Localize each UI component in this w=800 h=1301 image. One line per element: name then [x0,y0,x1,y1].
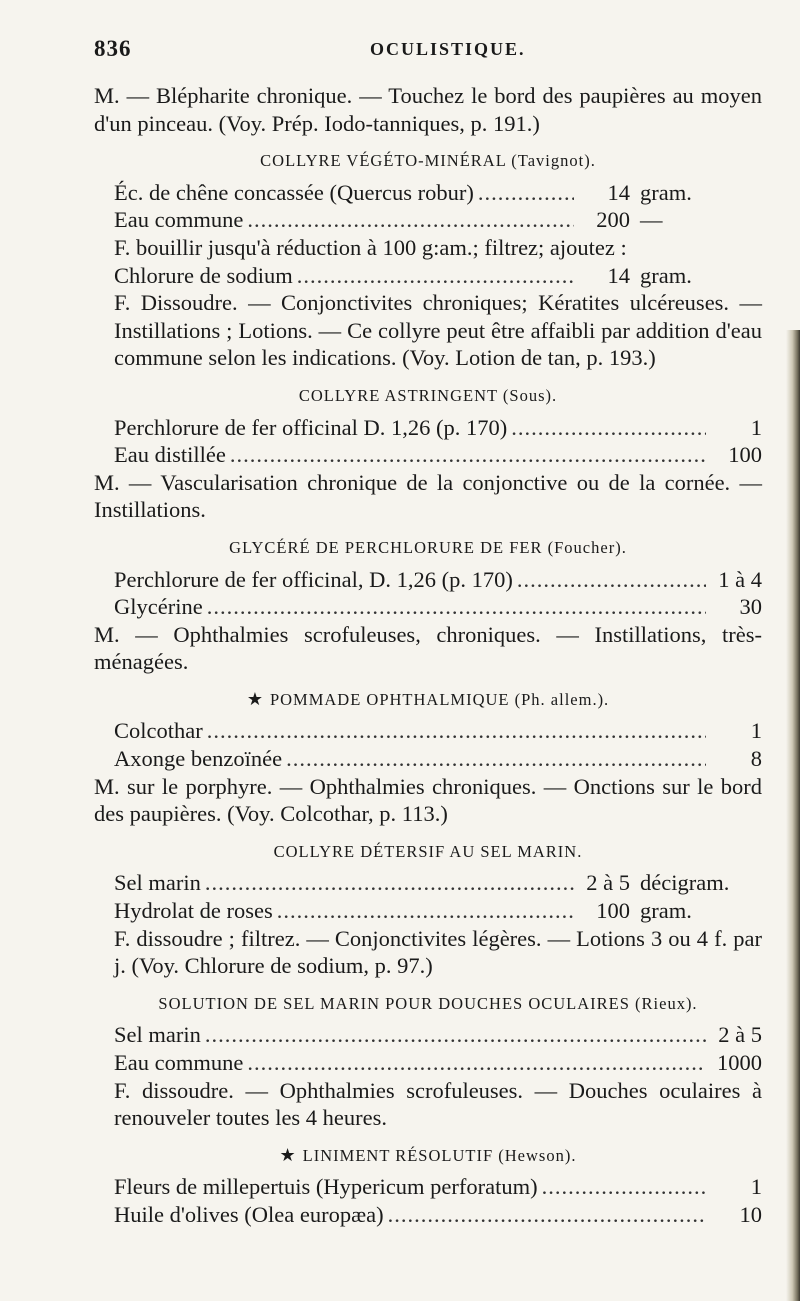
recipe-heading [94,686,762,714]
leader-dots [247,1049,706,1077]
recipe-heading [94,1142,762,1170]
usage-text: M. — Blépharite chronique. — Touchez le bord des paupières au moyen d'un pinceau. (Voy. Prép. Iodo-tanniques, p. 191.) [94,83,762,136]
ingredient-quantity: 8 [750,746,762,772]
page-number: 836 [94,36,132,61]
ingredient-name: Huile d'olives (Olea europæa) [114,1201,384,1227]
usage-text: M. sur le porphyre. — Ophthalmies chroniques. — Onctions sur le bord des paupières. (Voy. Colcothar, p. 113.) [94,773,762,827]
ingredient-name: Colcothar [114,718,203,744]
recipe-heading-text: POMMADE OPHTHALMIQUE (Ph. allem.). [269,689,610,709]
ingredient-quantity: 2 à 5 [586,870,630,896]
recipe-heading [94,838,762,866]
preparation-text: F. bouillir jusqu'à réduction à 100 g:am.; filtrez; ajoutez : [114,234,627,260]
ingredient-line [94,897,762,925]
ingredient-quantity: 100 [728,442,762,468]
usage-text: M. — Ophthalmies scrofuleuses, chroniques. — Instillations, très-ménagées. [94,621,762,675]
leader-dots [207,593,706,621]
ingredient-unit: décigram. [640,870,730,896]
ingredient-quantity: 100 [596,898,630,924]
ingredient-quantity: 200 [596,207,630,233]
leader-dots [388,1201,706,1229]
recipe-heading-text: COLLYRE VÉGÉTO-MINÉRAL (Tavignot). [260,151,596,171]
ingredient-line [94,1201,762,1229]
ingredient-line [94,1173,762,1201]
ingredient-line [94,179,762,207]
ingredient-name: Fleurs de millepertuis (Hypericum perforatum) [114,1174,538,1200]
preparation-text: F. dissoudre ; filtrez. — Conjonctivites légères. — Lotions 3 ou 4 f. par j. (Voy. Chlorure de sodium, p. 97.) [114,925,762,979]
recipe-heading-text: LINIMENT RÉSOLUTIF (Hewson). [302,1145,577,1165]
ingredient-line [94,566,762,594]
ingredient-name: Eau commune [114,207,244,233]
ingredient-name: Chlorure de sodium [114,262,293,288]
ingredient-name: Hydrolat de roses [114,898,273,924]
ingredient-name: Glycérine [114,594,203,620]
recipe-heading [94,534,762,562]
recipe-heading-text: COLLYRE DÉTERSIF AU SEL MARIN. [273,841,583,861]
ingredient-quantity: 1 à 4 [718,566,762,592]
ingredient-line [94,717,762,745]
ingredient-line [94,206,762,234]
ingredient-quantity: 30 [739,594,762,620]
ingredient-quantity: 14 [607,262,630,288]
leader-dots [478,179,574,207]
star-icon: ★ [246,688,264,709]
ingredient-name: Perchlorure de fer officinal D. 1,26 (p. 170) [114,414,508,440]
preparation-text: F. Dissoudre. — Conjonctivites chroniques; Kératites ulcéreuses. — Instillations ; Lotions. — Ce collyre peut être affaibli par addition d'eau commune selon les indications. (Voy. Lotion de tan, p. 193.) [114,290,762,371]
ingredient-unit: gram. [640,262,692,288]
ingredient-quantity: 1000 [717,1050,762,1075]
ingredient-name: Eau distillée [114,442,226,468]
leader-dots [207,717,706,745]
ingredient-name: Eau commune [114,1050,244,1075]
recipe-heading-text: GLYCÉRÉ DE PERCHLORURE DE FER (Foucher). [229,537,627,557]
ingredient-line [94,593,762,621]
leader-dots [286,745,706,773]
leader-dots [247,206,574,234]
leader-dots [277,897,574,925]
leader-dots [205,869,574,897]
ingredient-unit: gram. [640,898,692,924]
leader-dots [297,262,574,290]
ingredient-line [94,1021,762,1049]
running-title: OCULISTIQUE. [370,39,526,59]
ingredient-quantity: 2 à 5 [718,1022,762,1048]
ingredient-quantity: 10 [739,1201,762,1227]
usage-text: M. — Vascularisation chronique de la conjonctive ou de la cornée. — Instillations. [94,469,762,523]
ingredient-quantity: 1 [750,718,762,744]
leader-dots [511,414,706,442]
ingredient-name: Axonge benzoïnée [114,746,283,772]
ingredient-name: Perchlorure de fer officinal, D. 1,26 (p. 170) [114,566,513,592]
page-edge-shadow [786,330,800,1301]
page-content [94,82,762,1229]
ingredient-name: Sel marin [114,870,201,896]
leader-dots [517,566,706,594]
ingredient-quantity: 1 [750,414,762,440]
ingredient-line [94,1049,762,1077]
recipe-heading [94,382,762,410]
preparation-text: F. dissoudre. — Ophthalmies scrofuleuses. — Douches oculaires à renouveler toutes les 4 heures. [114,1077,762,1131]
leader-dots [205,1021,706,1049]
page-header [0,36,800,66]
ingredient-line [94,262,762,290]
ingredient-quantity: 14 [607,179,630,205]
leader-dots [542,1173,706,1201]
ingredient-quantity: 1 [750,1174,762,1200]
ingredient-line [94,745,762,773]
recipe-heading [94,147,762,175]
ingredient-line [94,869,762,897]
recipe-heading-text: COLLYRE ASTRINGENT (Sous). [298,385,558,405]
recipe-heading [94,990,762,1018]
recipe-heading-text: SOLUTION DE SEL MARIN POUR DOUCHES OCULAIRES (Rieux). [158,993,698,1013]
ingredient-name: Sel marin [114,1022,201,1048]
ingredient-line [94,414,762,442]
ingredient-line [94,441,762,469]
ingredient-unit: gram. [640,179,692,205]
star-icon: ★ [279,1144,297,1165]
ingredient-name: Éc. de chêne concassée (Quercus robur) [114,179,474,205]
leader-dots [230,441,706,469]
ingredient-unit: — [640,207,663,233]
